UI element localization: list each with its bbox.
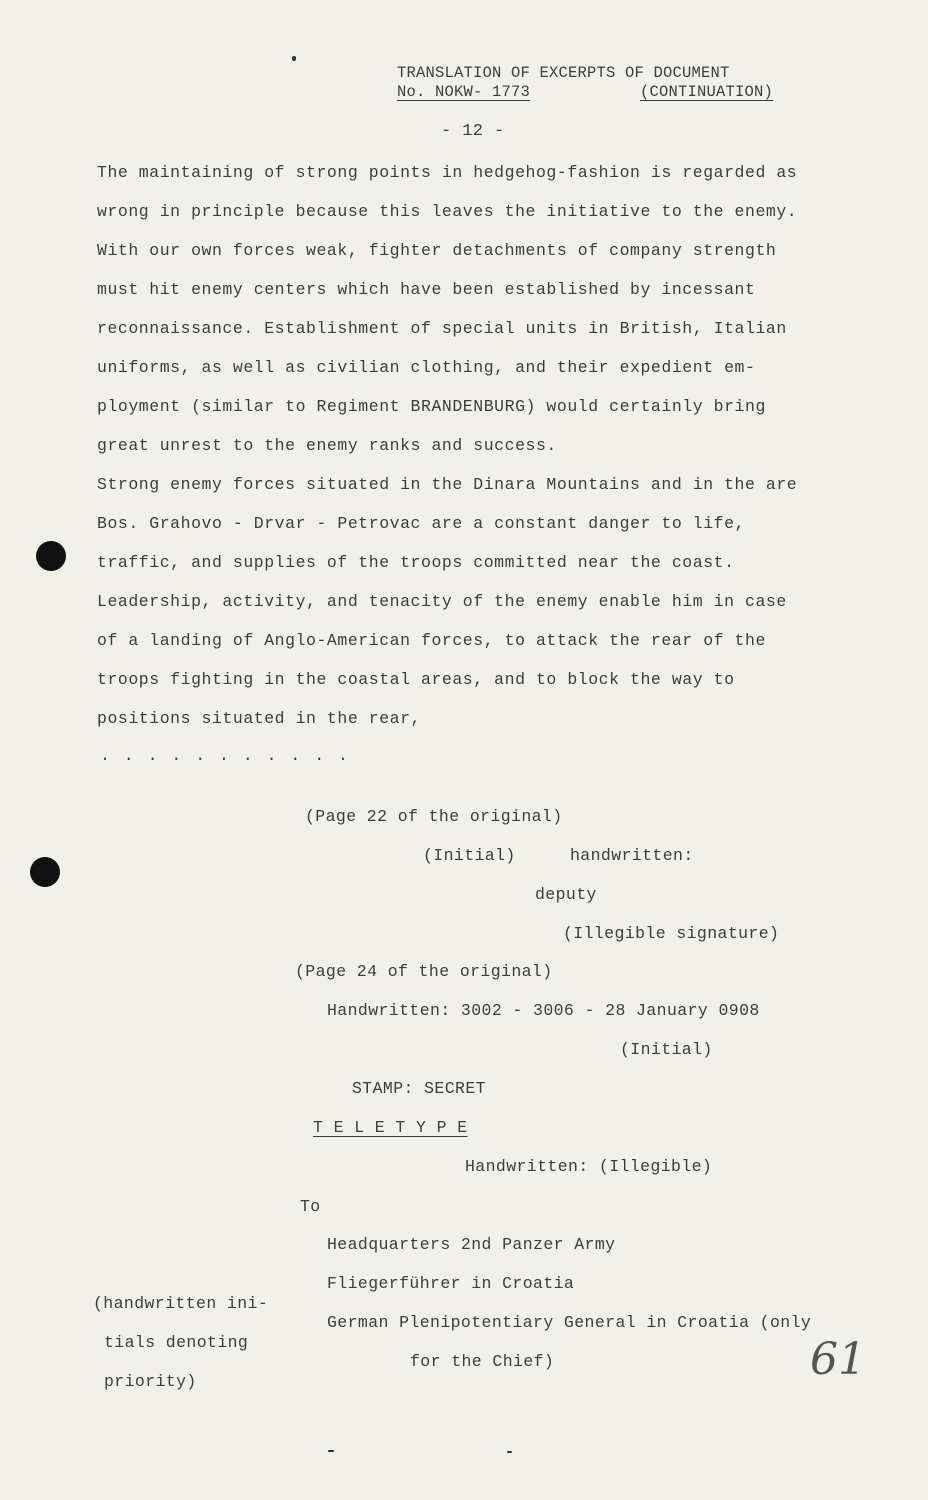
handwritten-page-mark: 61 bbox=[810, 1334, 866, 1385]
side-note-line: (handwritten ini- bbox=[93, 1294, 269, 1313]
note-initial-2: (Initial) bbox=[620, 1040, 713, 1059]
ellipsis-omission: . . . . . . . . . . . bbox=[100, 746, 350, 765]
body-line: traffic, and supplies of the troops committed near the coast. bbox=[97, 553, 735, 572]
to-label: To bbox=[300, 1197, 321, 1216]
note-deputy: deputy bbox=[535, 885, 597, 904]
ink-speck bbox=[328, 1450, 334, 1452]
body-line: positions situated in the rear, bbox=[97, 709, 421, 728]
ink-speck bbox=[507, 1451, 512, 1453]
side-note-line: priority) bbox=[104, 1372, 197, 1391]
page-number: - 12 - bbox=[441, 122, 505, 141]
ink-speck bbox=[292, 56, 296, 61]
note-illegible-signature: (Illegible signature) bbox=[563, 924, 780, 943]
body-line: wrong in principle because this leaves the initiative to the enemy. bbox=[97, 202, 798, 221]
header-continuation: (CONTINUATION) bbox=[640, 83, 774, 101]
body-line: must hit enemy centers which have been established by incessant bbox=[97, 280, 756, 299]
body-line: Bos. Grahovo - Drvar - Petrovac are a constant danger to life, bbox=[97, 514, 745, 533]
recipient: Headquarters 2nd Panzer Army bbox=[327, 1235, 616, 1254]
note-handwritten-numbers: Handwritten: 3002 - 3006 - 28 January 0908 bbox=[327, 1001, 760, 1020]
body-line: of a landing of Anglo-American forces, to attack the rear of the bbox=[97, 631, 766, 650]
note-page24: (Page 24 of the original) bbox=[295, 962, 553, 981]
note-initial: (Initial) bbox=[423, 846, 516, 865]
header-document-number: No. NOKW- 1773 bbox=[397, 83, 531, 101]
body-line: ployment (similar to Regiment BRANDENBURG) would certainly bring bbox=[97, 397, 766, 416]
recipient: Fliegerführer in Croatia bbox=[327, 1274, 575, 1293]
body-line: uniforms, as well as civilian clothing, and their expedient em- bbox=[97, 358, 756, 377]
note-page22: (Page 22 of the original) bbox=[305, 807, 563, 826]
note-handwritten: handwritten: bbox=[570, 846, 694, 865]
body-line: Leadership, activity, and tenacity of the enemy enable him in case bbox=[97, 592, 787, 611]
recipient: German Plenipotentiary General in Croatia (only bbox=[327, 1313, 812, 1332]
body-line: reconnaissance. Establishment of special units in British, Italian bbox=[97, 319, 787, 338]
note-handwritten-illegible: Handwritten: (Illegible) bbox=[465, 1157, 713, 1176]
body-line: Strong enemy forces situated in the Dinara Mountains and in the are bbox=[97, 475, 798, 494]
stamp-secret: STAMP: SECRET bbox=[352, 1079, 486, 1098]
punch-hole bbox=[36, 541, 66, 571]
body-line: great unrest to the enemy ranks and success. bbox=[97, 436, 557, 455]
teletype-heading: T E L E T Y P E bbox=[313, 1118, 468, 1137]
recipient: for the Chief) bbox=[410, 1352, 555, 1371]
body-line: troops fighting in the coastal areas, and to block the way to bbox=[97, 670, 735, 689]
body-line: With our own forces weak, fighter detachments of company strength bbox=[97, 241, 777, 260]
punch-hole bbox=[30, 857, 60, 887]
side-note-line: tials denoting bbox=[104, 1333, 249, 1352]
body-line: The maintaining of strong points in hedgehog-fashion is regarded as bbox=[97, 163, 798, 182]
header-title-line1: TRANSLATION OF EXCERPTS OF DOCUMENT bbox=[397, 64, 730, 82]
